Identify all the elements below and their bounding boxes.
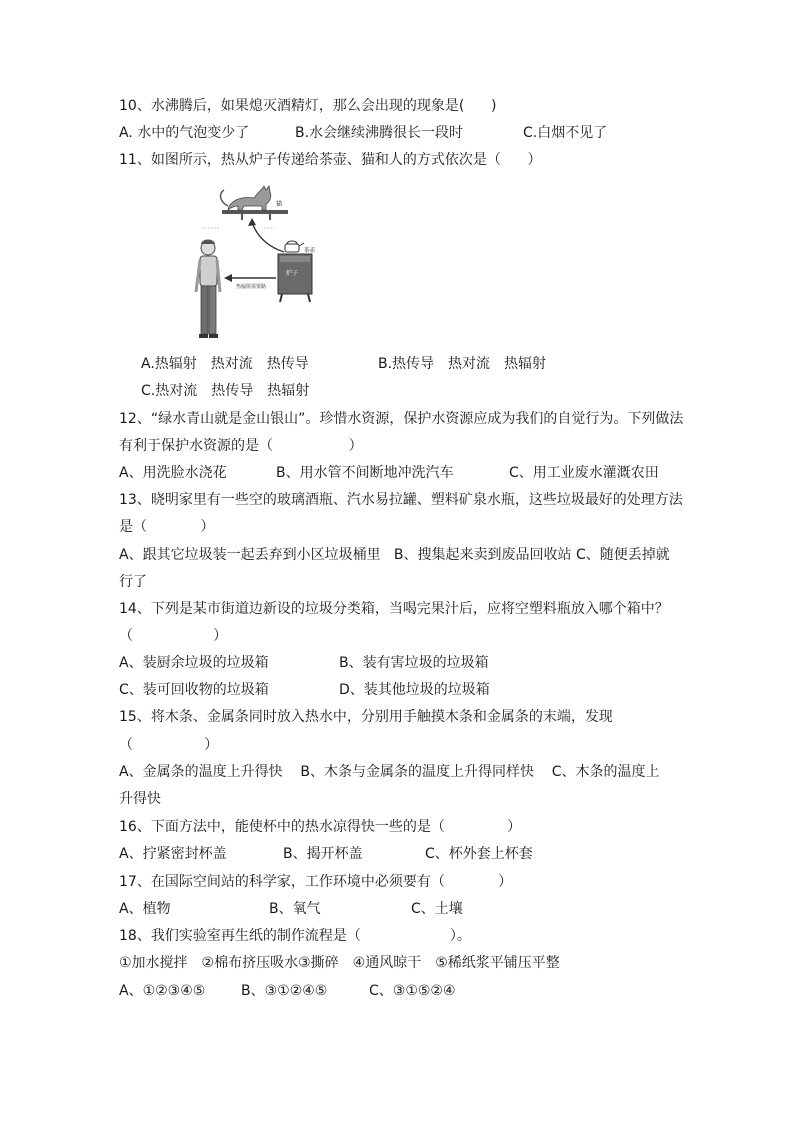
q14-option-a: A、装厨余垃圾的垃圾箱 [119, 655, 269, 671]
label-cat: 猫 [276, 201, 283, 208]
q14-stem: 14、下列是某市街道边新设的垃圾分类箱，当喝完果汁后，应将空塑料瓶放入哪个箱中？ [119, 601, 669, 617]
q12-option-a: A、用洗脸水浇花 [119, 465, 227, 481]
q10-option-a: A. 水中的气泡变少了 [119, 125, 250, 141]
q13-options: A、跟其它垃圾装一起丢弃到小区垃圾桶里 B、搜集起来卖到废品回收站 C、随便丢掉就 [119, 547, 670, 563]
convection-arrow [252, 222, 284, 252]
stove-icon [278, 254, 312, 302]
q16-option-c: C、杯外套上杯套 [425, 846, 533, 862]
q14-option-d: D、装其他垃圾的垃圾箱 [339, 682, 490, 698]
q18-options [119, 981, 456, 1061]
q15-stem-cont: （ ） [119, 737, 219, 753]
q11-stem: 11、如图所示，热从炉子传递给茶壶、猫和人的方式依次是（ ） [119, 152, 542, 168]
q16-stem: 16、下面方法中，能使杯中的热水凉得快一些的是（ ） [119, 819, 522, 835]
q13-stem: 13、晓明家里有一些空的玻璃酒瓶、汽水易拉罐、塑料矿泉水瓶，这些垃圾最好的处理方法 [119, 492, 683, 508]
q18-steps: ①加水搅拌 ②棉布挤压吸水③撕碎 ④通风晾干 ⑤稀纸浆平铺压平整 [119, 955, 560, 971]
heat-transfer-figure [192, 180, 332, 345]
q12-option-c: C、用工业废水灌溉农田 [509, 465, 659, 481]
q18-option-a: A、①②③④⑤ [119, 983, 206, 999]
q18-option-b: B、③①②④⑤ [241, 983, 328, 999]
q17-option-b: B、氧气 [269, 901, 321, 917]
q16-option-b: B、揭开杯盖 [283, 846, 363, 862]
shelf [222, 210, 288, 214]
q15-options-cont: 升得快 [119, 791, 161, 807]
teapot-icon [285, 241, 304, 252]
q15-stem: 15、将木条、金属条同时放入热水中，分别用手触摸木条和金属条的末端，发现 [119, 709, 613, 725]
q15-options: A、金属条的温度上升得快 B、木条与金属条的温度上升得同样快 C、木条的温度上 [119, 764, 660, 780]
label-radiation: 热辐射需要路 [236, 284, 267, 290]
q16-option-a: A、拧紧密封杯盖 [119, 846, 227, 862]
q12-stem: 12、“绿水青山就是金山银山”。珍惜水资源，保护水资源应成为我们的自觉行为。下列做法 [119, 411, 684, 427]
q13-stem-cont: 是（ ） [119, 519, 215, 535]
q18-stem: 18、我们实验室再生纸的制作流程是（ ）。 [119, 928, 471, 944]
q14-option-b: B、装有害垃圾的垃圾箱 [339, 655, 489, 671]
q12-option-b: B、用水管不间断地冲洗汽车 [276, 465, 454, 481]
cat-icon [221, 186, 271, 210]
q18-option-c: C、③①⑤②④ [369, 983, 456, 999]
q17-option-c: C、土壤 [411, 901, 463, 917]
label-teapot: 茶壶 [304, 248, 316, 254]
q13-options-cont: 行了 [119, 574, 147, 590]
q17-stem: 17、在国际空间站的科学家，工作环境中必须要有（ ） [119, 874, 513, 890]
q10-option-b: B.水会继续沸腾很长一段时 [295, 125, 464, 141]
q10-stem: 10、水沸腾后，如果熄灭酒精灯，那么会出现的现象是( ) [119, 98, 497, 114]
q11-option-b: B.热传导 热对流 热辐射 [378, 356, 547, 372]
q11-option-c: C.热对流 热传导 热辐射 [141, 383, 310, 399]
q10-option-c: C.白烟不见了 [523, 125, 608, 141]
q14-option-c: C、装可回收物的垃圾箱 [119, 682, 269, 698]
q14-stem-cont: （ ） [119, 628, 228, 644]
label-stove: 炉子 [286, 270, 299, 277]
q12-stem-cont: 有利于保护水资源的是（ ） [119, 438, 363, 454]
q11-option-a: A.热辐射 热对流 热传导 [141, 356, 309, 372]
person-icon [196, 240, 220, 339]
q17-option-a: A、植物 [119, 901, 171, 917]
